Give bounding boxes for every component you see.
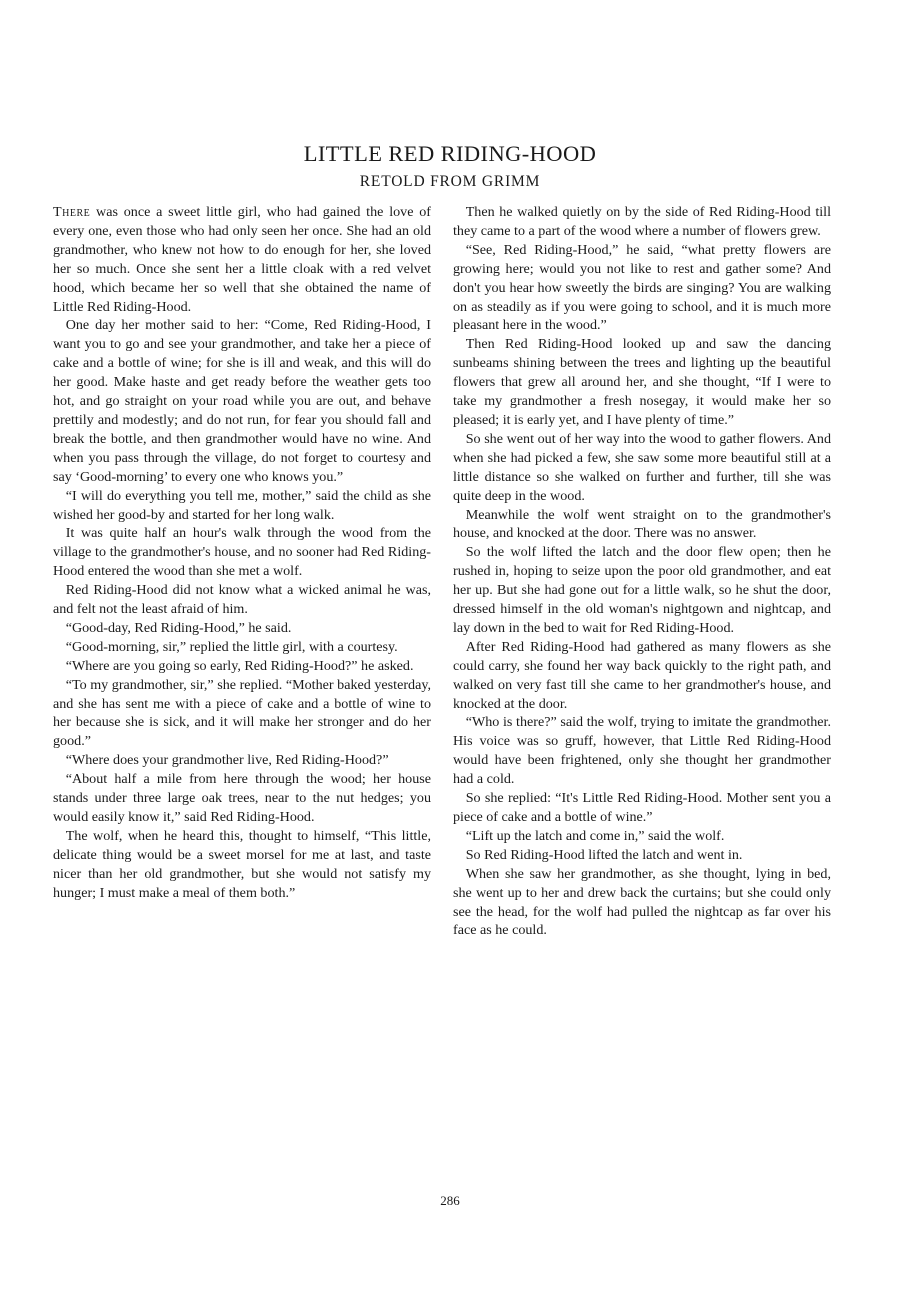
- paragraph: Then Red Riding-Hood looked up and saw the dancing sunbeams shining between the trees and lighting up the beautiful flowers that grew all around her, and she thought, “If I were to take my grandmother a fresh nosegay, it would make her so pleased; it is early yet, and I have plenty of time.”: [453, 336, 831, 428]
- paragraph: “See, Red Riding-Hood,” he said, “what pretty flowers are growing here; would you not like to rest and gather some? And don't you hear how sweetly the birds are singing? You are walking on as steadily as if you were going to school, and it is much more pleasant here in the wood.”: [453, 241, 831, 334]
- paragraph: After Red Riding-Hood had gathered as many flowers as she could carry, she found her way back quickly to the right path, and walked on very fast till she came to her grandmother's house, and knocked at the door.: [453, 638, 831, 712]
- drop-word: There: [53, 204, 91, 220]
- paragraph: So she went out of her way into the wood to gather flowers. And when she had picked a few, she saw some more beautiful still at a little distance so she walked on further and further, till she was quite deep in the wood.: [453, 430, 831, 504]
- paragraph: The wolf, when he heard this, thought to himself, “This little, delicate thing would be a sweet morsel for me at last, and taste nicer than her old grandmother, but she would not satisfy my hunger; I must make a meal of them both.”: [53, 827, 431, 901]
- paragraph: “Where does your grandmother live, Red Riding-Hood?”: [65, 752, 389, 769]
- paragraph: “Lift up the latch and come in,” said the wolf.: [465, 827, 725, 844]
- paragraph: Then he walked quietly on by the side of Red Riding-Hood till they came to a part of the wood where a number of flowers grew.: [453, 204, 831, 239]
- paragraph: “Who is there?” said the wolf, trying to imitate the grandmother. His voice was so gruff, however, that Little Red Riding-Hood would have been frightened, only she thought her grandmother had a cold.: [453, 714, 831, 788]
- paragraph: Meanwhile the wolf went straight on to the grandmother's house, and knocked at the door. There was no answer.: [453, 506, 831, 542]
- paragraph: “I will do everything you tell me, mother,” said the child as she wished her good-by and started for her long walk.: [53, 487, 431, 523]
- right-column: [453, 203, 831, 940]
- paragraph: One day her mother said to her: “Come, Red Riding-Hood, I want you to go and see your grandmother, and take her a piece of cake and a bottle of wine; for she is ill and weak, and this will do her good. Make haste and get ready before the weather gets too hot, and go straight on your road while you are out, and behave prettily and modestly; and do not run, for fear you should fall and break the bottle, and then grandmother would have no wine. And when you pass through the village, do not forget to courtesy and say ‘Good-morning’ to every one who knows you.”: [53, 317, 431, 485]
- left-column: [53, 203, 431, 903]
- paragraph: There was once a sweet little girl, who had gained the love of every one, even those who had only seen her once. She had an old grandmother, who knew not how to do enough for her, she loved her so much. Once she sent her a little cloak with a red velvet hood, which became her so well that she obtained the name of Little Red Riding-Hood.: [53, 204, 431, 315]
- paragraph: “Good-day, Red Riding-Hood,” he said.: [65, 619, 292, 636]
- paragraph: “To my grandmother, sir,” she replied. “Mother baked yesterday, and she has sent me with a piece of cake and a bottle of wine to her because she is sick, and it will make her stronger and do her good.”: [53, 676, 431, 750]
- paragraph: When she saw her grandmother, as she thought, lying in bed, she went up to her and drew back the curtains; but she could only see the head, for the wolf had pulled the nightcap as far over his face as he could.: [453, 865, 831, 939]
- story-subtitle: RETOLD FROM GRIMM: [359, 173, 541, 190]
- paragraph: “Where are you going so early, Red Riding-Hood?” he asked.: [65, 657, 414, 674]
- paragraph: So the wolf lifted the latch and the door flew open; then he rushed in, hoping to seize upon the poor old grandmother, and eat her up. But she had gone out for a little walk, so he shut the door, dressed himself in the old woman's nightgown and nightcap, and lay down in the bed to wait for Red Riding-Hood.: [453, 544, 831, 636]
- paragraph: So she replied: “It's Little Red Riding-Hood. Mother sent you a piece of cake and a bottle of wine.”: [453, 790, 831, 825]
- story-title: LITTLE RED RIDING-HOOD: [303, 141, 597, 166]
- paragraph: “About half a mile from here through the wood; her house stands under three large oak trees, near to the nut hedges; you would easily know it,” said Red Riding-Hood.: [53, 771, 431, 825]
- paragraph: It was quite half an hour's walk through the wood from the village to the grandmother's house, and no sooner had Red Riding-Hood entered the wood than she met a wolf.: [53, 525, 431, 580]
- paragraph: So Red Riding-Hood lifted the latch and went in.: [465, 846, 743, 863]
- paragraph: “Good-morning, sir,” replied the little girl, with a courtesy.: [65, 638, 398, 655]
- paragraph: Red Riding-Hood did not know what a wicked animal he was, and felt not the least afraid of him.: [53, 582, 431, 618]
- page-number: 286: [440, 1193, 460, 1208]
